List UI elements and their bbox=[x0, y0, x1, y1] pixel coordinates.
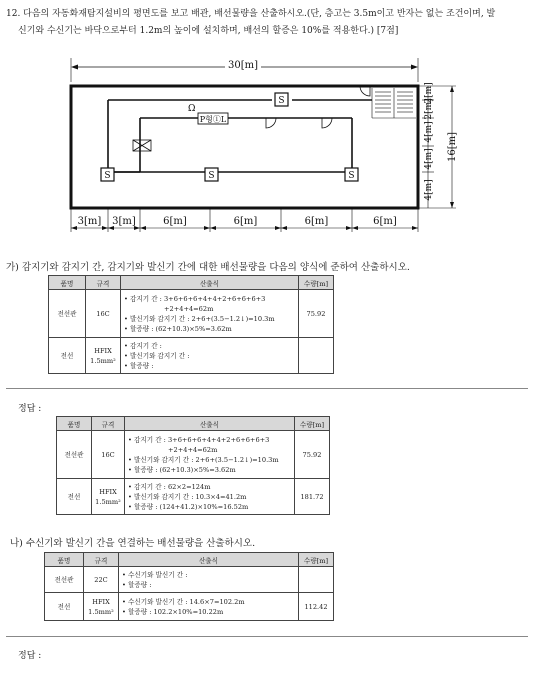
cell-formula bbox=[119, 593, 299, 621]
bottom-dimensions bbox=[71, 208, 418, 232]
formula-line: • 할증량 : bbox=[122, 580, 152, 589]
dim-label: 3[m] bbox=[112, 216, 136, 227]
cell-qty: 75.92 bbox=[299, 290, 334, 338]
detector-symbol: S bbox=[348, 171, 355, 181]
cell-qty: 112.42 bbox=[299, 593, 334, 621]
header-spec: 규격 bbox=[86, 276, 121, 290]
spec-line: 1.5mm² bbox=[90, 356, 116, 365]
question-line-1: 12. 다음의 자동화재탐지설비의 평면도를 보고 배관, 배선물량을 산출하시오.(단, 층고는 3.5m이고 반자는 없는 조건이며, 발 bbox=[6, 9, 496, 19]
spec-line: HFIX bbox=[99, 487, 117, 496]
detector-right bbox=[345, 168, 358, 181]
cell-spec bbox=[92, 479, 125, 515]
header-formula: 산출식 bbox=[119, 553, 299, 567]
table-row bbox=[57, 479, 330, 515]
right-dim-label: 4[m] bbox=[424, 121, 434, 143]
detector-top bbox=[275, 93, 288, 106]
formula-line: • 발신기와 감지기 간 : 10.3×4=41.2m bbox=[128, 492, 247, 501]
formula-line: • 할증량 : (62+10.3)×5%=3.62m bbox=[124, 324, 232, 333]
header-formula: 산출식 bbox=[125, 417, 295, 431]
formula-line: • 감지기 간 : 3+6+6+6+4+4+2+6+6+6+3 bbox=[124, 294, 266, 303]
header-spec: 규격 bbox=[92, 417, 125, 431]
staircase bbox=[372, 88, 416, 118]
dim-label: 6[m] bbox=[233, 216, 258, 227]
formula-line: • 할증량 : (124+41.2)×10%=16.52m bbox=[128, 502, 249, 511]
inner-partitions bbox=[108, 100, 372, 172]
top-dimension bbox=[71, 58, 418, 82]
hatched-box bbox=[133, 140, 151, 151]
formula-line: • 발신기와 감지기 간 : bbox=[124, 351, 190, 360]
divider bbox=[6, 636, 528, 637]
header-name: 품명 bbox=[49, 276, 86, 290]
table-header-row bbox=[45, 553, 334, 567]
cell-name: 전선 bbox=[49, 338, 86, 374]
floor-plan bbox=[0, 48, 535, 248]
header-qty: 수량[m] bbox=[295, 417, 330, 431]
formula-line: • 할증량 : (62+10.3)×5%=3.62m bbox=[128, 465, 236, 474]
question-text bbox=[6, 6, 528, 40]
cell-spec: 16C bbox=[86, 290, 121, 338]
cell-formula bbox=[121, 338, 299, 374]
header-formula: 산출식 bbox=[121, 276, 299, 290]
detector-middle bbox=[205, 168, 218, 181]
spec-line: HFIX bbox=[94, 346, 112, 355]
detector-symbol: S bbox=[208, 171, 215, 181]
header-qty: 수량[m] bbox=[299, 276, 334, 290]
outer-wall bbox=[71, 86, 418, 208]
right-dim-label: 2[m] bbox=[424, 82, 434, 104]
header-name: 품명 bbox=[57, 417, 92, 431]
cell-qty bbox=[299, 567, 334, 593]
cell-formula bbox=[119, 567, 299, 593]
dim-label: 3[m] bbox=[77, 216, 102, 227]
cell-qty: 181.72 bbox=[295, 479, 330, 515]
pbl-label: P형①L bbox=[199, 115, 227, 124]
cell-qty: 75.92 bbox=[295, 431, 330, 479]
cell-spec: 22C bbox=[84, 567, 119, 593]
dim-label: 6[m] bbox=[304, 216, 329, 227]
total-height-label: 16[m] bbox=[447, 131, 458, 163]
part-b-title: 나) 수신기와 발신기 간을 연결하는 배선물량을 산출하시오. bbox=[10, 538, 256, 549]
cell-name: 전선관 bbox=[57, 431, 92, 479]
spec-line: HFIX bbox=[92, 597, 110, 606]
cell-qty bbox=[299, 338, 334, 374]
right-dim-label: 2[m] bbox=[424, 98, 434, 120]
table-row bbox=[49, 290, 334, 338]
cell-formula bbox=[125, 431, 295, 479]
terminal-resistor-symbol: Ω bbox=[188, 104, 196, 114]
answer-a-table bbox=[56, 416, 330, 515]
part-a-title: 가) 감지기와 감지기 간, 감지기와 발신기 간에 대한 배선물량을 다음의 양식에 준하여 산출하시오. bbox=[6, 262, 410, 273]
cell-name: 전선 bbox=[57, 479, 92, 515]
table-row bbox=[49, 338, 334, 374]
formula-line: • 감지기 간 : 3+6+6+6+4+4+2+6+6+6+3 bbox=[128, 435, 270, 444]
formula-line: • 수신기와 발신기 간 : 14.6×7=102.2m bbox=[122, 597, 245, 606]
detector-symbol: S bbox=[278, 96, 285, 106]
cell-spec bbox=[86, 338, 121, 374]
answer-a-label: 정답 : bbox=[18, 404, 42, 414]
divider bbox=[6, 388, 528, 389]
total-width-label: 30[m] bbox=[227, 60, 259, 71]
pbl-panel bbox=[188, 104, 228, 124]
question-line-2: 신기와 수신기는 바닥으로부터 1.2m의 높이에 설치하며, 배선의 할증은 10%를 적용한다.) [7점] bbox=[18, 26, 399, 36]
table-header-row bbox=[57, 417, 330, 431]
table-row bbox=[45, 567, 334, 593]
cell-formula bbox=[125, 479, 295, 515]
table-row bbox=[45, 593, 334, 621]
formula-line: • 수신기와 발신기 간 : bbox=[122, 570, 188, 579]
formula-line: • 할증량 : bbox=[124, 361, 154, 370]
cell-name: 전선관 bbox=[45, 567, 84, 593]
table-header-row bbox=[49, 276, 334, 290]
formula-line: • 발신기와 감지기 간 : 2+6+(3.5−1.2↓)=10.3m bbox=[124, 314, 275, 323]
cell-spec bbox=[84, 593, 119, 621]
formula-line: • 감지기 간 : 62×2=124m bbox=[128, 482, 211, 491]
cell-spec: 16C bbox=[92, 431, 125, 479]
header-spec: 규격 bbox=[84, 553, 119, 567]
formula-line: +2+4+4=62m bbox=[168, 445, 218, 454]
right-dim-label: 4[m] bbox=[424, 148, 434, 170]
spec-line: 1.5mm² bbox=[95, 497, 121, 506]
right-dimensions bbox=[418, 82, 458, 208]
dim-label: 6[m] bbox=[373, 216, 397, 227]
formula-line: • 감지기 간 : bbox=[124, 341, 162, 350]
spec-line: 1.5mm² bbox=[88, 607, 114, 616]
detector-left bbox=[101, 168, 114, 181]
part-b-table bbox=[44, 552, 334, 621]
answer-b-label: 정답 : bbox=[18, 651, 42, 661]
formula-line: +2+4+4=62m bbox=[164, 304, 214, 313]
header-qty: 수량[m] bbox=[299, 553, 334, 567]
part-a-table bbox=[48, 275, 334, 374]
formula-line: • 발신기와 감지기 간 : 2+6+(3.5−1.2↓)=10.3m bbox=[128, 455, 279, 464]
formula-line: • 할증량 : 102.2×10%=10.22m bbox=[122, 607, 224, 616]
cell-name: 전선관 bbox=[49, 290, 86, 338]
detector-symbol: S bbox=[104, 171, 111, 181]
header-name: 품명 bbox=[45, 553, 84, 567]
doors bbox=[266, 86, 370, 128]
cell-name: 전선 bbox=[45, 593, 84, 621]
table-row bbox=[57, 431, 330, 479]
right-dim-label: 4[m] bbox=[424, 179, 434, 201]
dim-label: 6[m] bbox=[163, 216, 187, 227]
cell-formula bbox=[121, 290, 299, 338]
